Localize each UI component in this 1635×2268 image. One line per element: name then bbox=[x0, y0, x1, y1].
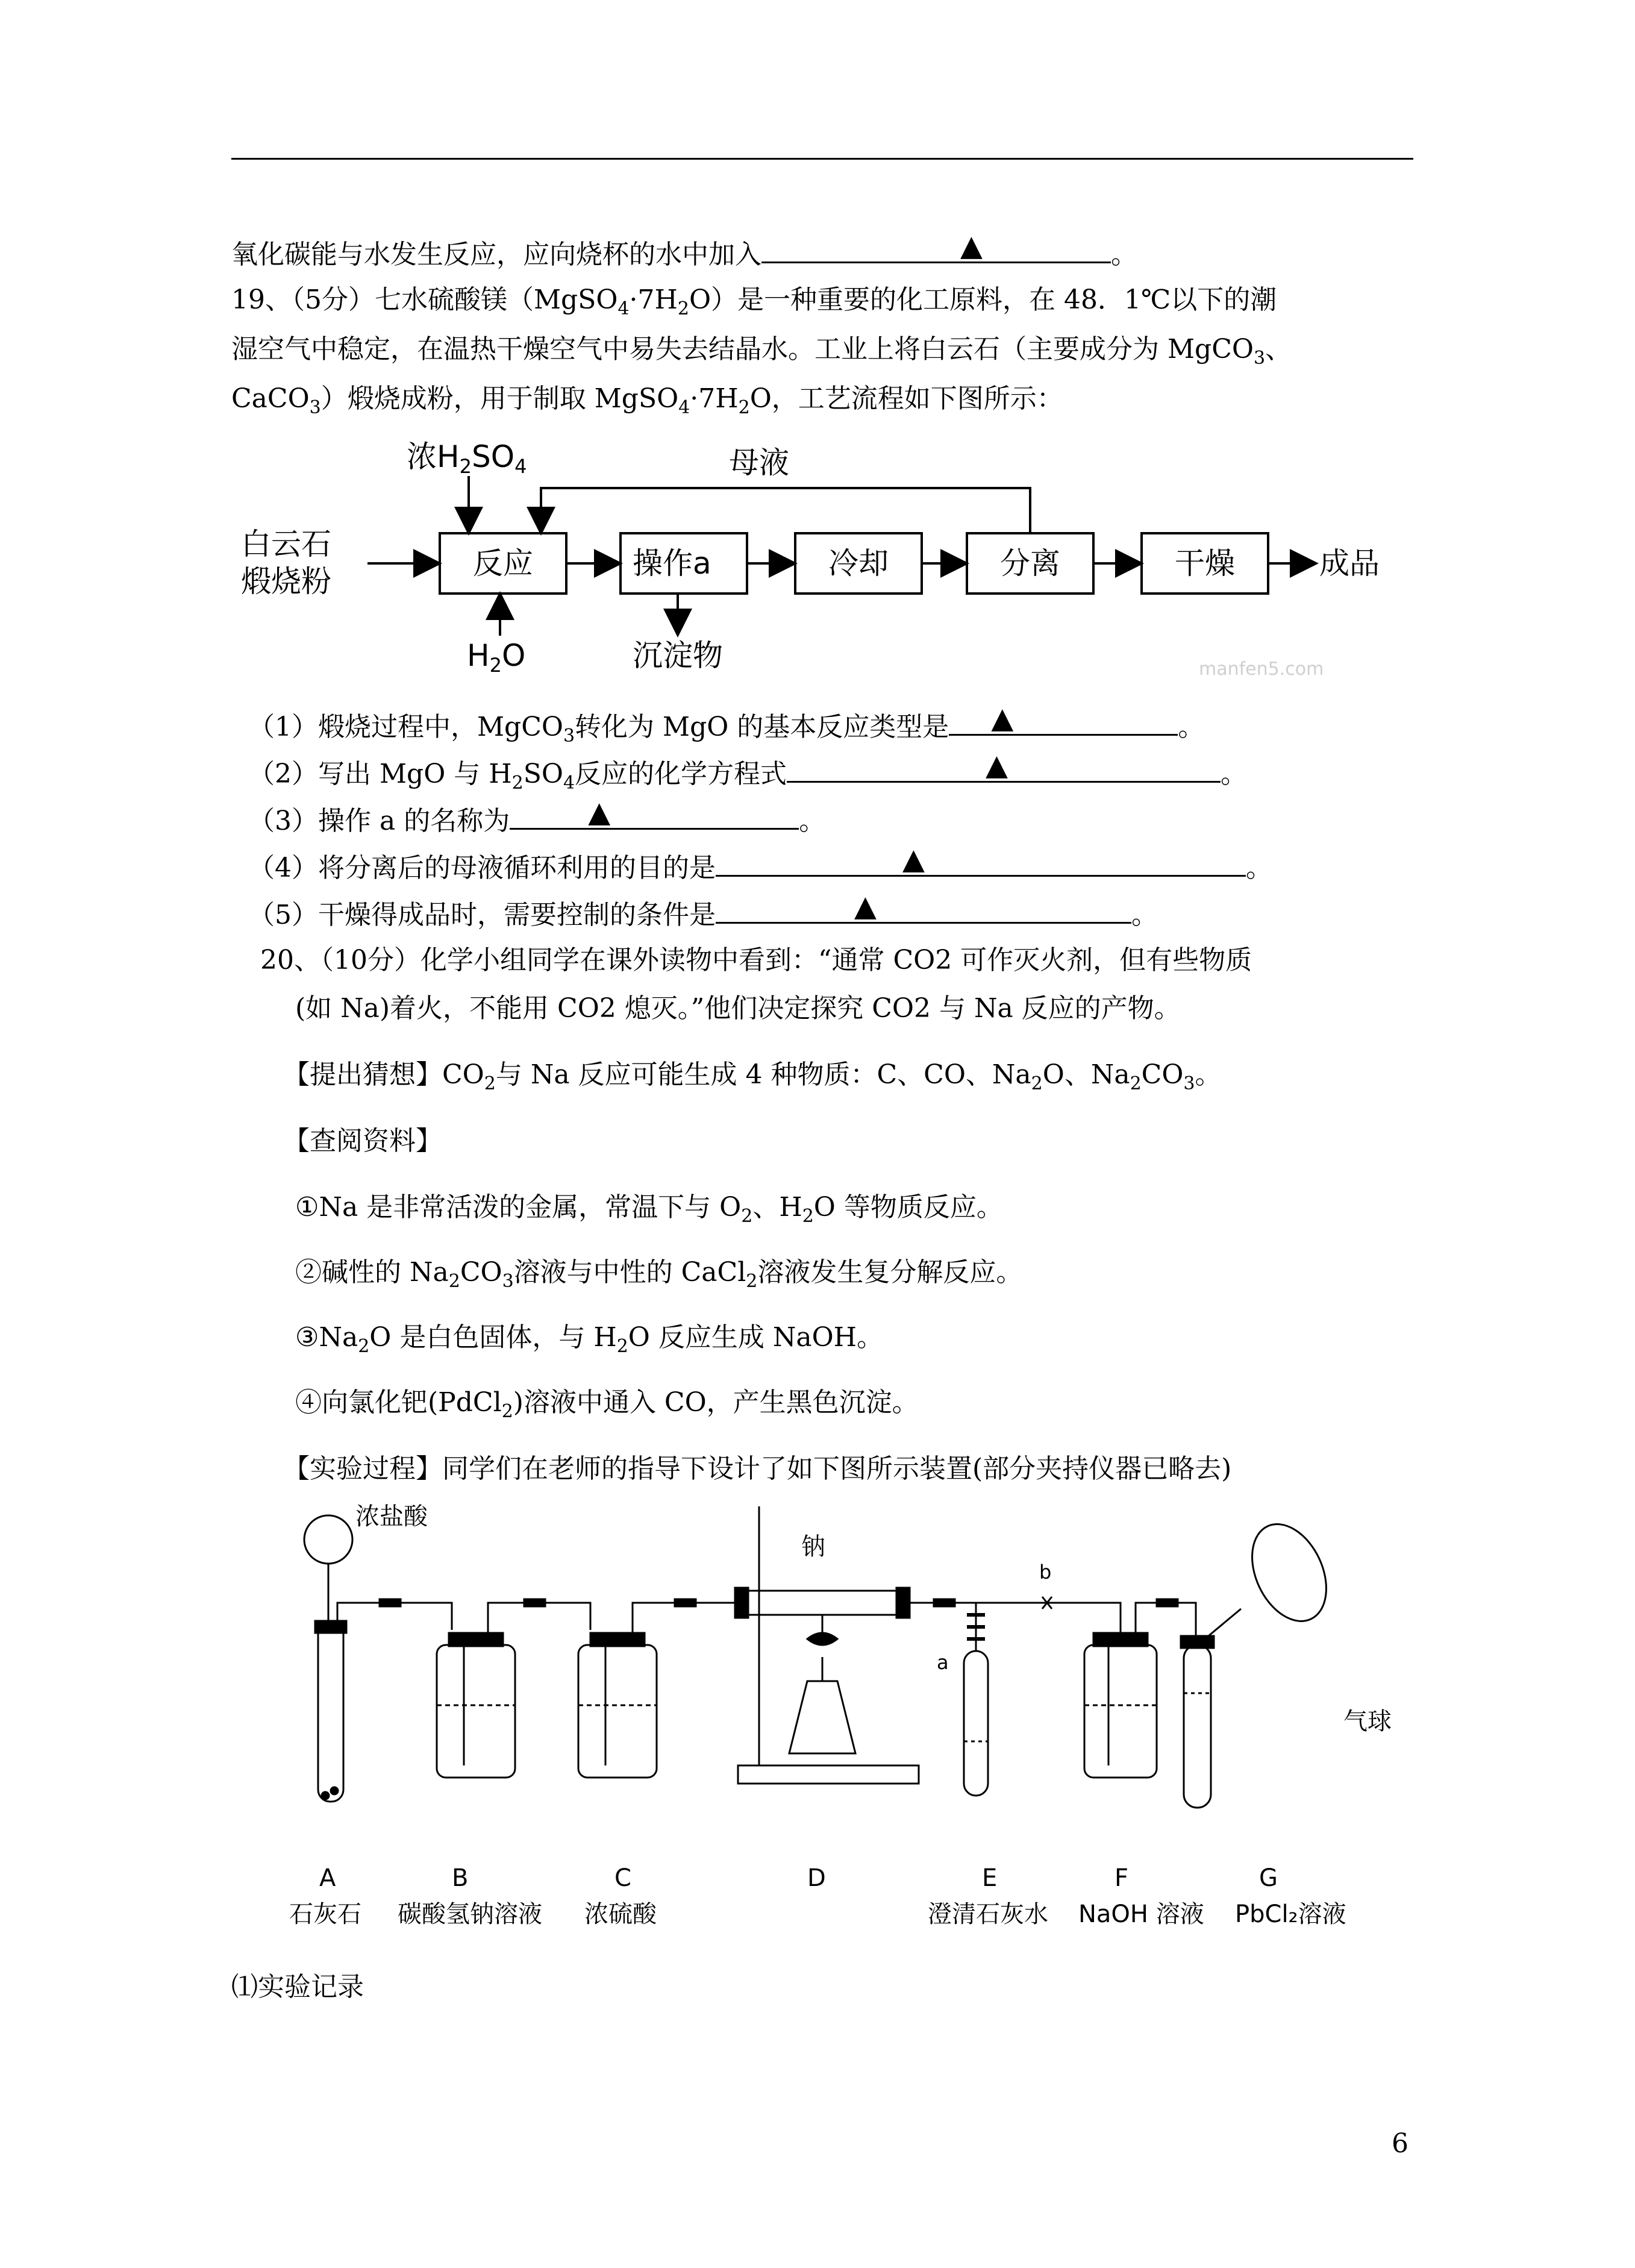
q19-text: O，工艺流程如下图所示： bbox=[749, 383, 1063, 414]
reagent-f: NaOH 溶液 bbox=[1078, 1900, 1204, 1928]
letter-g: G bbox=[1259, 1864, 1278, 1892]
header-rule bbox=[231, 158, 1413, 160]
q19-item-3 bbox=[248, 795, 826, 838]
q19-item-2 bbox=[248, 748, 1248, 800]
item-suffix: 。 bbox=[1131, 900, 1158, 930]
q19-text: CaCO bbox=[231, 383, 310, 414]
subscript: 2 bbox=[738, 397, 750, 418]
item-text: （3）操作 a 的名称为 bbox=[248, 806, 510, 836]
subscript: 2 bbox=[741, 1206, 753, 1227]
answer-blank[interactable] bbox=[787, 748, 1221, 783]
ref-text: ②碱性的 Na bbox=[295, 1257, 449, 1288]
q20-intro-line-1: 20、（10分）化学小组同学在课外读物中看到：“通常 CO2 可作灭火剂，但有些物质 bbox=[260, 945, 1252, 976]
apparatus-reagents bbox=[289, 1900, 1346, 1928]
apparatus-letters bbox=[319, 1864, 1278, 1892]
q19-text: ·7H bbox=[629, 284, 678, 315]
section-heading: 【提出猜想】 bbox=[283, 1059, 442, 1090]
flow-product: 成品 bbox=[1319, 546, 1380, 581]
letter-c: C bbox=[614, 1864, 631, 1892]
q20-guess bbox=[283, 1058, 1222, 1101]
subscript: 2 bbox=[1130, 1073, 1142, 1094]
q19-intro-line-3 bbox=[231, 382, 1063, 425]
reagent-a: 石灰石 bbox=[289, 1900, 361, 1928]
bottle-f bbox=[1084, 1645, 1157, 1778]
item-suffix: 。 bbox=[1246, 853, 1272, 883]
answer-blank[interactable] bbox=[716, 842, 1246, 877]
item-text: SO bbox=[523, 759, 563, 789]
q19-text: ）煅烧成粉，用于制取 MgSO bbox=[320, 383, 679, 414]
subscript: 2 bbox=[484, 1073, 496, 1094]
subscript: 4 bbox=[617, 298, 630, 319]
bottle-b bbox=[437, 1645, 515, 1778]
subscript: 3 bbox=[1183, 1073, 1195, 1094]
q19-intro-line-1 bbox=[231, 283, 1277, 326]
q19-text: 19、（5分）七水硫酸镁（MgSO bbox=[231, 284, 618, 315]
subscript: 2 bbox=[358, 1336, 370, 1357]
ref-text: ④向氯化钯(PdCl bbox=[295, 1387, 502, 1418]
q19-text: 湿空气中稳定，在温热干燥空气中易失去结晶水。工业上将白云石（主要成分为 MgCO bbox=[231, 334, 1254, 365]
subscript: 2 bbox=[511, 772, 524, 794]
item-text: 转化为 MgO 的基本反应类型是 bbox=[575, 712, 949, 742]
combustion-tube bbox=[735, 1591, 910, 1615]
flow-input-1: 白云石 bbox=[241, 527, 331, 562]
top-line-suffix: 。 bbox=[1111, 239, 1137, 270]
subscript: 3 bbox=[563, 725, 575, 747]
q19-text: 、 bbox=[1265, 334, 1292, 365]
q20-ref-2 bbox=[295, 1256, 1022, 1298]
box-cool-label: 冷却 bbox=[828, 546, 889, 581]
reagent-g: PbCl₂溶液 bbox=[1235, 1900, 1346, 1928]
test-tube-a bbox=[318, 1621, 343, 1802]
flow-precipitate: 沉淀物 bbox=[633, 638, 723, 673]
ref-text: O 反应生成 NaOH。 bbox=[628, 1322, 884, 1353]
subscript: 2 bbox=[616, 1336, 628, 1357]
q19-item-1 bbox=[248, 701, 1205, 753]
balloon bbox=[1237, 1512, 1341, 1634]
triangle-marker: ▲ bbox=[991, 701, 1014, 735]
subscript: 2 bbox=[1031, 1073, 1043, 1094]
q19-item-4 bbox=[248, 842, 1272, 885]
letter-d: D bbox=[807, 1864, 826, 1892]
q19-intro-line-2 bbox=[231, 333, 1292, 375]
reagent-b: 碳酸氢钠溶液 bbox=[398, 1900, 542, 1928]
triangle-marker: ▲ bbox=[902, 842, 925, 876]
procedure-text: 同学们在老师的指导下设计了如下图所示装置(部分夹持仪器已略去) bbox=[442, 1453, 1232, 1484]
item-text: （4）将分离后的母液循环利用的目的是 bbox=[248, 853, 716, 883]
q19-text: ·7H bbox=[690, 383, 739, 414]
subscript: 2 bbox=[802, 1206, 814, 1227]
item-text: （5）干燥得成品时，需要控制的条件是 bbox=[248, 900, 716, 930]
subscript: 2 bbox=[746, 1271, 758, 1292]
subscript: 4 bbox=[678, 397, 690, 418]
q20-ref-head: 【查阅资料】 bbox=[283, 1126, 442, 1156]
separatory-funnel bbox=[304, 1515, 352, 1564]
top-line-prefix: 氧化碳能与水发生反应，应向烧杯的水中加入 bbox=[231, 239, 761, 270]
reagent-e: 澄清石灰水 bbox=[928, 1900, 1048, 1928]
guess-text: CO bbox=[442, 1059, 484, 1090]
top-line bbox=[231, 229, 1137, 272]
balloon-label: 气球 bbox=[1343, 1708, 1392, 1735]
subscript: 2 bbox=[501, 1401, 513, 1422]
watermark: manfen5.com bbox=[1199, 659, 1324, 680]
flow-water-label: $H_2O$ bbox=[467, 638, 526, 677]
subscript: 2 bbox=[677, 298, 689, 319]
letter-f: F bbox=[1114, 1864, 1129, 1892]
triangle-marker: ▲ bbox=[960, 229, 983, 263]
q20-intro-line-2: (如 Na)着火，不能用 CO2 熄灭。”他们决定探究 CO2 与 Na 反应的产物。 bbox=[295, 993, 1181, 1024]
box-sep-label: 分离 bbox=[1000, 546, 1060, 581]
q20-record: ⑴实验记录 bbox=[231, 1972, 364, 2002]
guess-text: 。 bbox=[1195, 1059, 1222, 1090]
stand-base bbox=[738, 1765, 919, 1784]
sodium-label: 钠 bbox=[801, 1533, 825, 1561]
process-flow-diagram bbox=[235, 434, 1410, 687]
ref-text: )溶液中通入 CO，产生黑色沉淀。 bbox=[513, 1387, 919, 1418]
alcohol-lamp bbox=[789, 1681, 855, 1753]
box-react-label: 反应 bbox=[473, 546, 533, 581]
ref-text: 溶液与中性的 CaCl bbox=[513, 1257, 746, 1288]
triangle-marker: ▲ bbox=[854, 889, 877, 923]
item-text: （2）写出 MgO 与 H bbox=[248, 759, 512, 789]
q19-text: O）是一种重要的化工原料，在 48．1℃以下的潮 bbox=[689, 284, 1277, 315]
subscript: 3 bbox=[502, 1271, 514, 1292]
ref-text: O 等物质反应。 bbox=[813, 1192, 1003, 1223]
page-number: 6 bbox=[1392, 2128, 1408, 2159]
subscript: 3 bbox=[309, 397, 321, 418]
ref-text: O 是白色固体，与 H bbox=[369, 1322, 617, 1353]
test-tube-g bbox=[1184, 1645, 1211, 1808]
guess-text: O、Na bbox=[1042, 1059, 1130, 1090]
guess-text: CO bbox=[1141, 1059, 1184, 1090]
ref-text: ①Na 是非常活泼的金属，常温下与 O bbox=[295, 1192, 742, 1223]
letter-b: B bbox=[452, 1864, 469, 1892]
letter-e: E bbox=[982, 1864, 998, 1892]
q20-ref-4 bbox=[295, 1386, 919, 1429]
box-op-a-label: 操作a bbox=[633, 546, 711, 581]
item-suffix: 。 bbox=[1178, 712, 1205, 742]
item-suffix: 。 bbox=[1221, 759, 1248, 789]
q20-ref-1 bbox=[295, 1191, 1003, 1233]
flow-input-2: 煅烧粉 bbox=[241, 564, 331, 599]
triangle-marker: ▲ bbox=[588, 795, 611, 829]
label-b: b bbox=[1039, 1561, 1052, 1584]
ref-text: 、H bbox=[752, 1192, 802, 1223]
answer-blank[interactable] bbox=[761, 229, 1111, 263]
ref-text: 溶液发生复分解反应。 bbox=[757, 1257, 1023, 1288]
ref-text: CO bbox=[460, 1257, 502, 1288]
item-text: （1）煅烧过程中，MgCO bbox=[248, 712, 563, 742]
guess-text: 与 Na 反应可能生成 4 种物质：C、CO、Na bbox=[495, 1059, 1031, 1090]
answer-blank[interactable] bbox=[510, 795, 799, 830]
subscript: 2 bbox=[448, 1271, 460, 1292]
box-dry-label: 干燥 bbox=[1175, 546, 1235, 581]
apparatus-diagram bbox=[277, 1500, 1410, 1940]
ref-text: ③Na bbox=[295, 1322, 358, 1353]
flow-mother-liquor: 母液 bbox=[729, 445, 789, 480]
subscript: 3 bbox=[1253, 348, 1266, 369]
letter-a: A bbox=[319, 1864, 336, 1892]
test-tube-e bbox=[964, 1651, 988, 1796]
q19-item-5 bbox=[248, 889, 1158, 932]
q20-ref-3 bbox=[295, 1321, 883, 1364]
item-suffix: 。 bbox=[799, 806, 826, 836]
triangle-marker: ▲ bbox=[986, 748, 1008, 782]
answer-blank[interactable] bbox=[949, 701, 1178, 736]
subscript: 4 bbox=[563, 772, 575, 794]
reagent-c: 浓硫酸 bbox=[584, 1900, 657, 1928]
item-text: 反应的化学方程式 bbox=[575, 759, 787, 789]
answer-blank[interactable] bbox=[716, 889, 1131, 924]
q20-procedure bbox=[283, 1452, 1231, 1486]
section-heading: 【实验过程】 bbox=[283, 1453, 442, 1484]
funnel-label: 浓盐酸 bbox=[355, 1503, 428, 1530]
bottle-c bbox=[578, 1645, 657, 1778]
label-a: a bbox=[937, 1651, 949, 1674]
flow-acid-label: 浓$H_2SO_4$ bbox=[407, 439, 527, 478]
